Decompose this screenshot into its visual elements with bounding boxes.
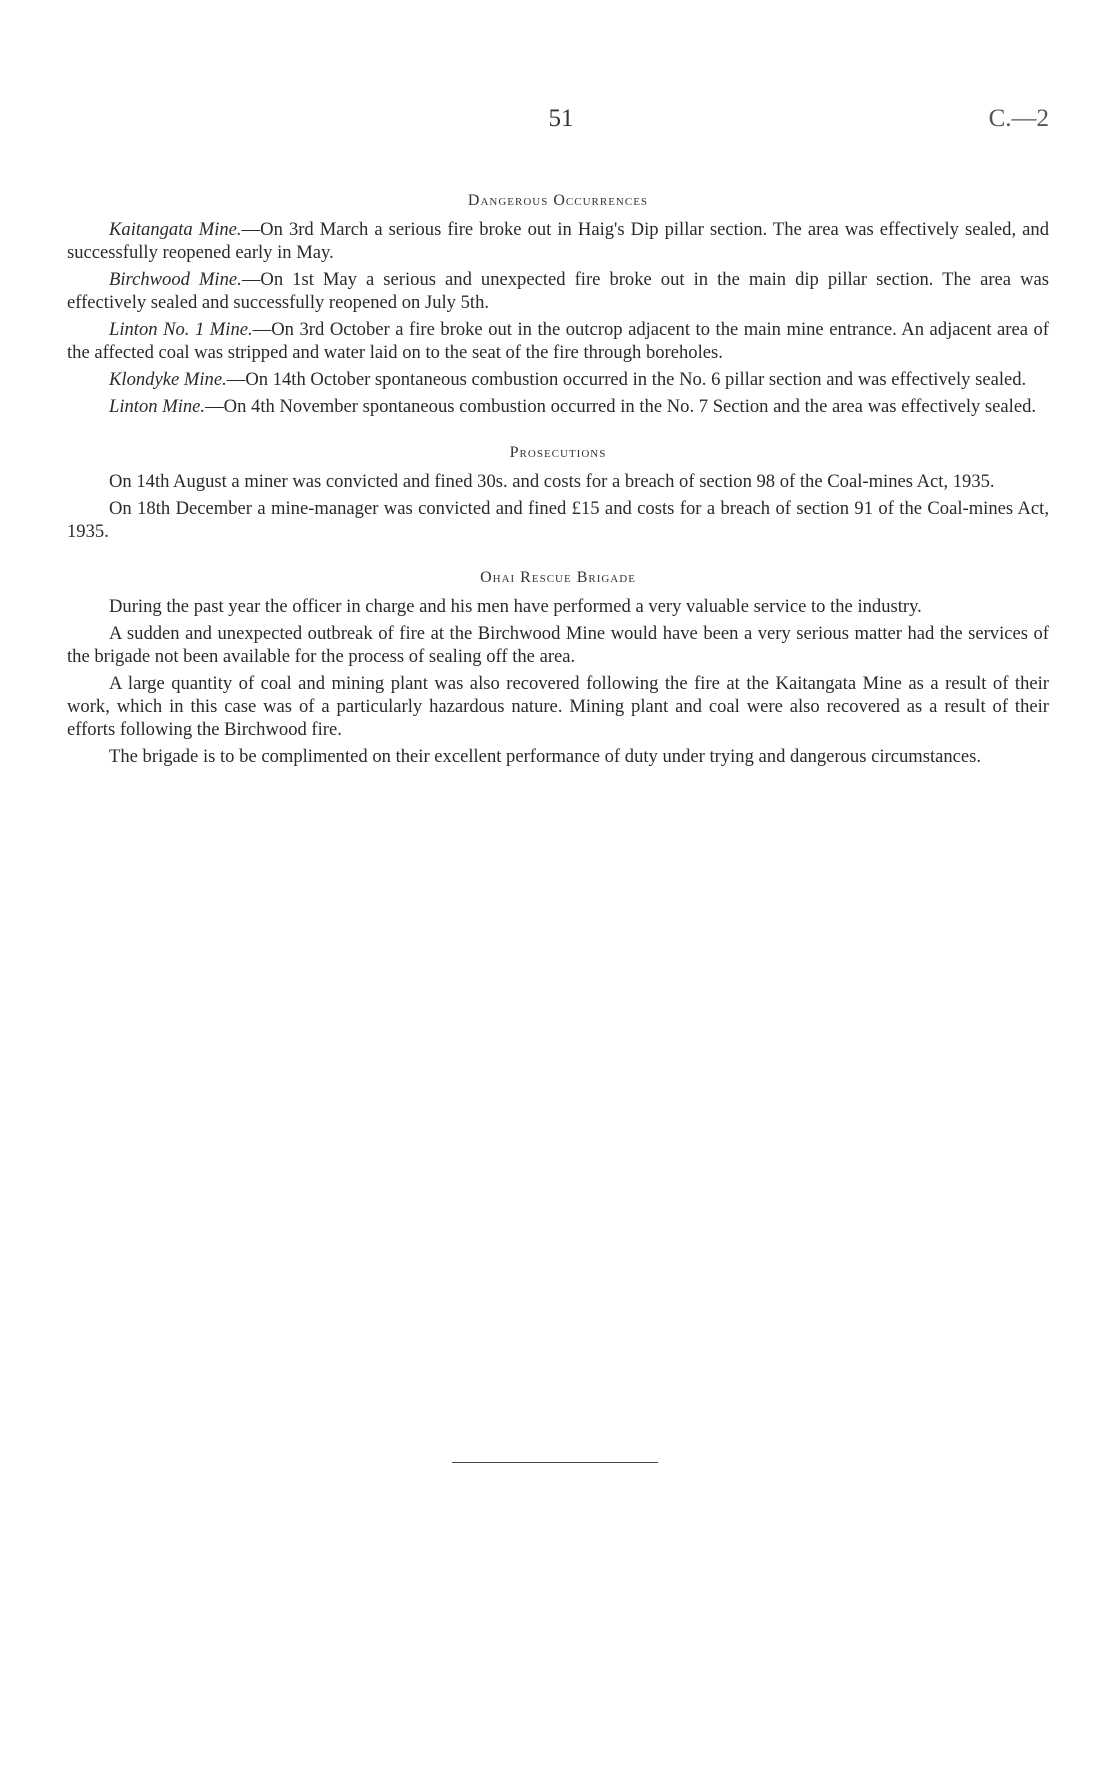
paragraph-text: —On 3rd March a serious fire broke out in Haig's Dip pillar section. The area was effectively sealed, and successfully reopened early in May. (67, 219, 1049, 263)
paragraph (67, 368, 1049, 391)
paragraph (67, 268, 1049, 314)
document-code: C.—2 (988, 105, 1049, 132)
page-number: 51 (548, 105, 574, 132)
section-heading: Ohai Rescue Brigade (480, 569, 636, 586)
paragraph: During the past year the officer in charge and his men have performed a very valuable service to the industry. (109, 596, 922, 617)
paragraph-lead: Kaitangata Mine. (109, 219, 242, 240)
paragraph (67, 395, 1049, 418)
section-ohai-rescue-brigade (67, 569, 1049, 768)
paragraph (67, 318, 1049, 364)
paragraph: On 18th December a mine-manager was convicted and fined £15 and costs for a breach of section 91 of the Coal-mines Act, 1935. (67, 498, 1049, 542)
paragraph: A large quantity of coal and mining plant was also recovered following the fire at the Kaitangata Mine as a result of their work, which in this case was of a particularly hazardous nature. Mining plant and coal were also recovered as a result of their efforts following the Birchwood fire. (67, 673, 1049, 740)
paragraph-text: —On 1st May a serious and unexpected fire broke out in the main dip pillar section. The area was effectively sealed and successfully reopened on July 5th. (67, 269, 1050, 313)
paragraph-lead: Linton No. 1 Mine. (109, 319, 253, 340)
section-prosecutions (67, 444, 1049, 543)
end-rule (452, 1462, 658, 1463)
paragraph-lead: Linton Mine. (109, 396, 206, 417)
paragraph-text: —On 4th November spontaneous combustion occurred in the No. 7 Section and the area was effectively sealed. (205, 396, 1037, 417)
paragraph: The brigade is to be complimented on their excellent performance of duty under trying and dangerous circumstances. (109, 746, 982, 767)
section-dangerous-occurrences (67, 192, 1049, 418)
section-heading: Prosecutions (509, 444, 607, 461)
paragraph-text: —On 3rd October a fire broke out in the outcrop adjacent to the main mine entrance. An adjacent area of the affected coal was stripped and water laid on to the seat of the fire through boreholes. (67, 319, 1049, 363)
paragraph-lead: Klondyke Mine. (109, 369, 227, 390)
paragraph-text: —On 14th October spontaneous combustion occurred in the No. 6 pillar section and was effectively sealed. (226, 369, 1027, 390)
paragraph-lead: Birchwood Mine. (109, 269, 242, 290)
paragraph: A sudden and unexpected outbreak of fire at the Birchwood Mine would have been a very serious matter had the services of the brigade not been available for the process of sealing off the area. (67, 623, 1049, 667)
document-body (67, 192, 1049, 772)
paragraph (67, 218, 1049, 264)
section-heading: Dangerous Occurrences (467, 192, 649, 209)
paragraph: On 14th August a miner was convicted and fined 30s. and costs for a breach of section 98 of the Coal-mines Act, 1935. (109, 471, 995, 492)
